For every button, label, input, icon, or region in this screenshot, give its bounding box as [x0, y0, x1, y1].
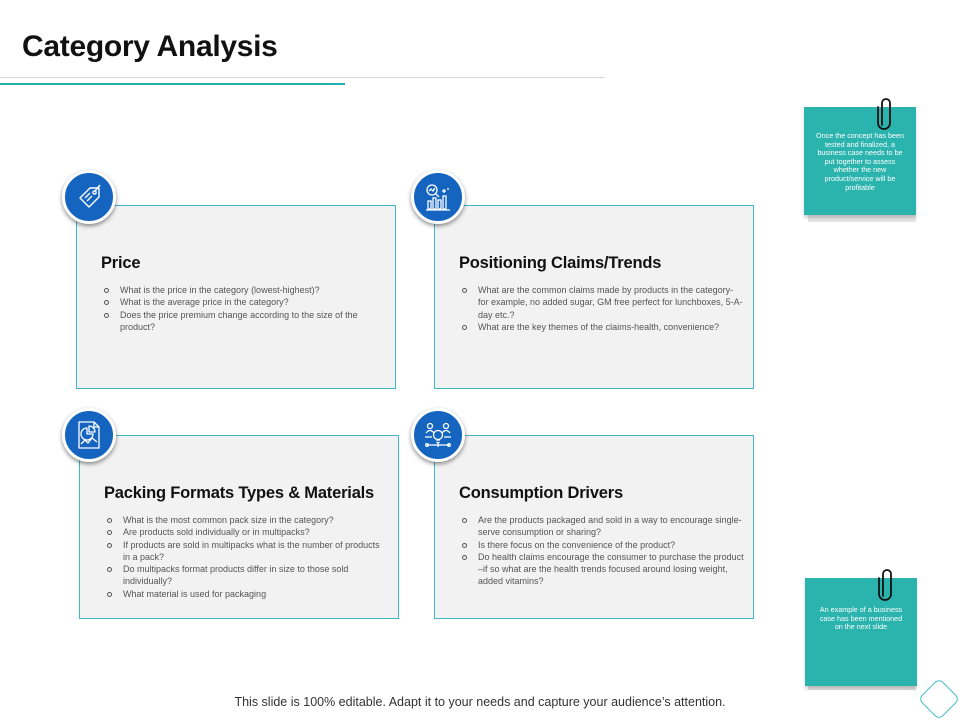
list-item: What is the average price in the category? — [101, 296, 386, 308]
card-question-list — [104, 514, 389, 600]
sticky-note-business-case — [804, 107, 916, 215]
team-idea-icon — [411, 408, 465, 462]
list-item: What are the common claims made by products in the category- for example, no added sugar, GM free perfect for lunchboxes, 5-A-day etc.? — [459, 284, 744, 321]
card-positioning-claims — [434, 205, 754, 389]
corner-diamond-decoration — [918, 678, 960, 720]
card-packing-formats — [79, 435, 399, 619]
price-tag-icon — [62, 170, 116, 224]
list-item: Are the products packaged and sold in a way to encourage single- serve consumption or sharing? — [459, 514, 744, 539]
note-text: Once the concept has been tested and finalized, a business case needs to be put together to assess whether the new product/service will be profitable — [816, 131, 904, 192]
list-item: Is there focus on the convenience of the product? — [459, 539, 744, 551]
list-item: Do health claims encourage the consumer to purchase the product –if so what are the health trends focused around losing weight, added vitamins? — [459, 551, 744, 588]
note-text: An example of a business case has been mentioned on the next slide — [819, 605, 903, 632]
title-accent-bar — [0, 83, 345, 85]
report-document-icon — [62, 408, 116, 462]
list-item: Do multipacks format products differ in size to those sold individually? — [104, 563, 389, 588]
list-item: What is the price in the category (lowest-highest)? — [101, 284, 386, 296]
card-question-list — [459, 284, 744, 333]
paperclip-icon — [877, 566, 895, 602]
card-title: Packing Formats Types & Materials — [104, 484, 375, 502]
list-item: What is the most common pack size in the category? — [104, 514, 389, 526]
list-item: Does the price premium change according to the size of the product? — [101, 309, 386, 334]
card-question-list — [459, 514, 744, 588]
list-item: Are products sold individually or in multipacks? — [104, 526, 389, 538]
sticky-note-example — [805, 578, 917, 686]
list-item: If products are sold in multipacks what is the number of products in a pack? — [104, 539, 389, 564]
bar-chart-magnifier-icon — [411, 170, 465, 224]
card-title: Positioning Claims/Trends — [459, 254, 662, 272]
footer-text: This slide is 100% editable. Adapt it to your needs and capture your audience’s attention. — [234, 695, 726, 709]
card-price — [76, 205, 396, 389]
card-question-list — [101, 284, 386, 333]
card-title: Consumption Drivers — [459, 484, 623, 502]
paperclip-icon — [876, 95, 894, 131]
list-item: What material is used for packaging — [104, 588, 389, 600]
card-title: Price — [101, 254, 141, 272]
title-divider — [0, 77, 605, 78]
card-consumption-drivers — [434, 435, 754, 619]
list-item: What are the key themes of the claims-health, convenience? — [459, 321, 744, 333]
page-title: Category Analysis — [22, 30, 278, 63]
